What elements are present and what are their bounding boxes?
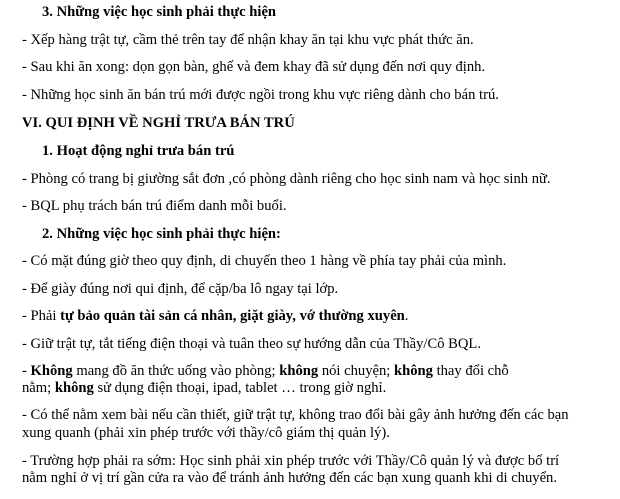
sub2-item-5-line2 <box>22 380 386 397</box>
sub2-item-1: - Có mặt đúng giờ theo quy định, di chuyển theo 1 hàng về phía tay phải của mình. <box>22 253 507 269</box>
item5-dash: - <box>22 363 31 379</box>
item5-khong-1: Không <box>30 363 73 379</box>
item5-text-1: mang đồ ăn thức uống vào phòng; <box>72 363 280 379</box>
item3-prefix: - Phải <box>22 308 61 324</box>
section3-item-3: - Những học sinh ăn bán trú mới được ngồi trong khu vực riêng dành cho bán trú. <box>22 87 499 103</box>
sub2-item-7-line2: nằm nghỉ ở vị trí gần cửa ra vào để tránh ảnh hưởng đến các bạn xung quanh khi di chuyển. <box>22 470 557 486</box>
sub2-item-5-line1 <box>22 363 509 380</box>
item5-text-2: nói chuyện; <box>318 363 394 379</box>
item5-khong-2: không <box>279 363 319 379</box>
sub1-heading: 1. Hoạt động nghỉ trưa bán trú <box>42 143 235 159</box>
sub2-item-4: - Giữ trật tự, tắt tiếng điện thoại và tuân theo sự hướng dẫn của Thầy/Cô BQL. <box>22 336 481 352</box>
item5-khong-3: không <box>393 363 433 379</box>
sub2-item-7-line1: - Trường hợp phải ra sớm: Học sinh phải xin phép trước với Thầy/Cô quản lý và được bố trí <box>22 453 560 469</box>
section3-heading: 3. Những việc học sinh phải thực hiện <box>42 4 277 20</box>
section3-item-2: - Sau khi ăn xong: dọn gọn bàn, ghế và đem khay đã sử dụng đến nơi quy định. <box>22 59 486 75</box>
item5-text-4: nằm; <box>22 380 55 396</box>
item3-bold: tự bảo quản tài sản cá nhân, giặt giày, vớ thường xuyên <box>60 308 405 324</box>
sub1-item-2: - BQL phụ trách bán trú điểm danh mỗi buổi. <box>22 198 287 214</box>
section3-item-1: - Xếp hàng trật tự, cầm thẻ trên tay để nhận khay ăn tại khu vực phát thức ăn. <box>22 32 474 48</box>
section6-heading: VI. QUI ĐỊNH VỀ NGHỈ TRƯA BÁN TRÚ <box>22 115 295 131</box>
sub2-item-6-line1: - Có thể nằm xem bài nếu cần thiết, giữ trật tự, không trao đổi bài gây ảnh hưởng đến các bạn <box>22 407 569 423</box>
item5-khong-4: không <box>54 380 94 396</box>
sub2-heading: 2. Những việc học sinh phải thực hiện: <box>42 226 281 242</box>
sub2-item-2: - Để giày đúng nơi qui định, để cặp/ba lô ngay tại lớp. <box>22 281 339 297</box>
sub2-item-6-line2: xung quanh (phải xin phép trước với thầy/cô giám thị quản lý). <box>22 425 390 441</box>
sub1-item-1: - Phòng có trang bị giường sắt đơn ,có phòng dành riêng cho học sinh nam và học sinh nữ. <box>22 171 551 187</box>
item5-text-3: thay đổi chỗ <box>432 363 509 379</box>
item3-suffix: . <box>404 308 409 324</box>
sub2-item-3 <box>22 308 408 325</box>
item5-text-5: sử dụng điện thoại, ipad, tablet … trong giờ nghỉ. <box>93 380 387 396</box>
